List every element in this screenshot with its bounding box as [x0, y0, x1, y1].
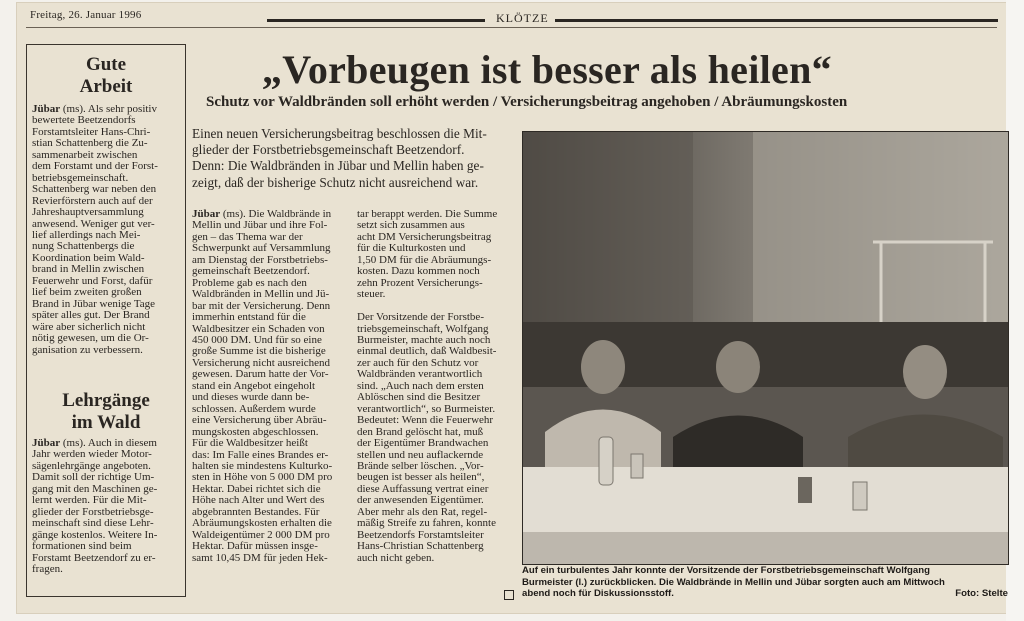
article-end-mark [504, 590, 514, 600]
sidebar-article1-text: Jübar (ms). Als sehr positiv bewertete Beetzendorfs Forstamtsleiter Hans-Chri- stian Schattenberg die Zu- sammenarbeit zwischen dem Forstamt und der Forst- betriebsgemeinschaft. Schattenberg war neben den Revierförstern auch auf der Jahreshauptversammlung anwesend. Weniger gut ver- lief allerdings nach Mei- nung Schattenbergs die Koordination beim Wald- brand in Mellin zwischen Feuerwehr und Forst, dafür lief beim zweiten großen Brand in Jübar wenige Tage später alles gut. Der Brand wäre aber sicherlich nicht nötig gewesen, um die Or- ganisation zu verbessern. [32, 103, 158, 356]
article-headline: „Vorbeugen ist besser als heilen“ [262, 47, 832, 92]
header-divider [26, 27, 997, 28]
sidebar-article1-heading: Gute Arbeit [79, 54, 133, 97]
photo-credit: Foto: Stelte [955, 588, 1008, 600]
photo-caption: Auf ein turbulentes Jahr konnte der Vorsitzende der Forstbetriebsgemeinschaft Wolfgang Burmeister (l.) zurückblicken. Die Waldbrände in Mellin und Jübar sorgten auch am Mittwoch abend noch für Diskussionsstoff. Foto: Stelte [522, 565, 1008, 600]
photo-illustration [523, 132, 1008, 564]
article-photo [522, 131, 1009, 565]
article-column-1: Jübar (ms). Die Waldbrände in Mellin und Jübar und ihre Fol- gen – das Thema war der Schwerpunkt auf Versammlung am Dienstag der Forstbetriebs- gemeinschaft Beetzendorf. Probleme gab es nach den Waldbränden in Mellin und Jü- bar mit der Versicherung. Denn immerhin entstand für die Waldbesitzer ein Schaden von 450 000 DM. Und für so eine große Summe ist die bisherige Versicherung nicht ausreichend gewesen. Darum hatte der Vor- stand ein Angebot eingeholt und dieses wurde dann be- schlossen. Außerdem wurde eine Versicherung über Abräu- mungskosten abgeschlossen. Für die Waldbesitzer heißt das: Im Falle eines Brandes er- halten sie mindestens Kulturko- sten in Höhe von 5 000 DM pro Hektar. Dabei richtet sich die Höhe nach Alter und Wert des abgebrannten Bestandes. Für Abräumungskosten erhalten die Waldeigentümer 2 000 DM pro Hektar. Dafür müssen insge- samt 10,45 DM für jeden Hek- [192, 208, 333, 564]
sidebar-article2-heading: Lehrgänge im Wald [62, 390, 150, 433]
header-rule-left [267, 19, 485, 22]
header-rule-right [555, 19, 998, 22]
section-name: KLÖTZE [496, 11, 549, 25]
issue-date: Freitag, 26. Januar 1996 [30, 9, 142, 21]
article-lead: Einen neuen Versicherungsbeitrag beschlossen die Mit- glieder der Forstbetriebsgemeinschaft Beetzendorf. Denn: Die Waldbränden in Jübar und Mellin haben ge- zeigt, daß der bisherige Schutz nicht ausreichend war. [192, 126, 487, 190]
article-column-2: tar berappt werden. Die Summe setzt sich zusammen aus acht DM Versicherungsbeitrag für die Kulturkosten und 1,50 DM für die Abräumungs- kosten. Dazu kommen noch zehn Prozent Versicherungs- steuer. Der Vorsitzende der Forstbe- triebsgemeinschaft, Wolfgang Burmeister, machte auch noch einmal deutlich, daß Waldbesit- zer auch für den Schutz vor Waldbränden verantwortlich sind. „Auch nach dem ersten Ablöschen sind die Besitzer verantwortlich“, so Burmeister. Bedeutet: Wenn die Feuerwehr den Brand gelöscht hat, muß der Eigentümer Brandwachen stellen und neu auflackernde Brände selber löschen. „Vor- beugen ist besser als heilen“, diese Auffassung vertrat einer der anwesenden Eigentümer. Aber mehr als den Rat, regel- mäßig Streife zu fahren, konnte Beetzendorfs Forstamtsleiter Hans-Christian Schattenberg auch nicht geben. [357, 208, 498, 564]
article-subheadline: Schutz vor Waldbränden soll erhöht werden / Versicherungsbeitrag angehoben / Abräumungskosten [206, 94, 848, 110]
sidebar-article2-text: Jübar (ms). Auch in diesem Jahr werden wieder Motor- sägenlehrgänge angeboten. Damit soll der richtige Um- gang mit den Maschinen ge- lernt werden. Für die Mit- glieder der Forstbetriebsge- meinschaft sind diese Lehr- gänge kostenlos. Weitere In- formationen sind beim Forstamt Beetzendorf zu er- fragen. [32, 437, 158, 575]
